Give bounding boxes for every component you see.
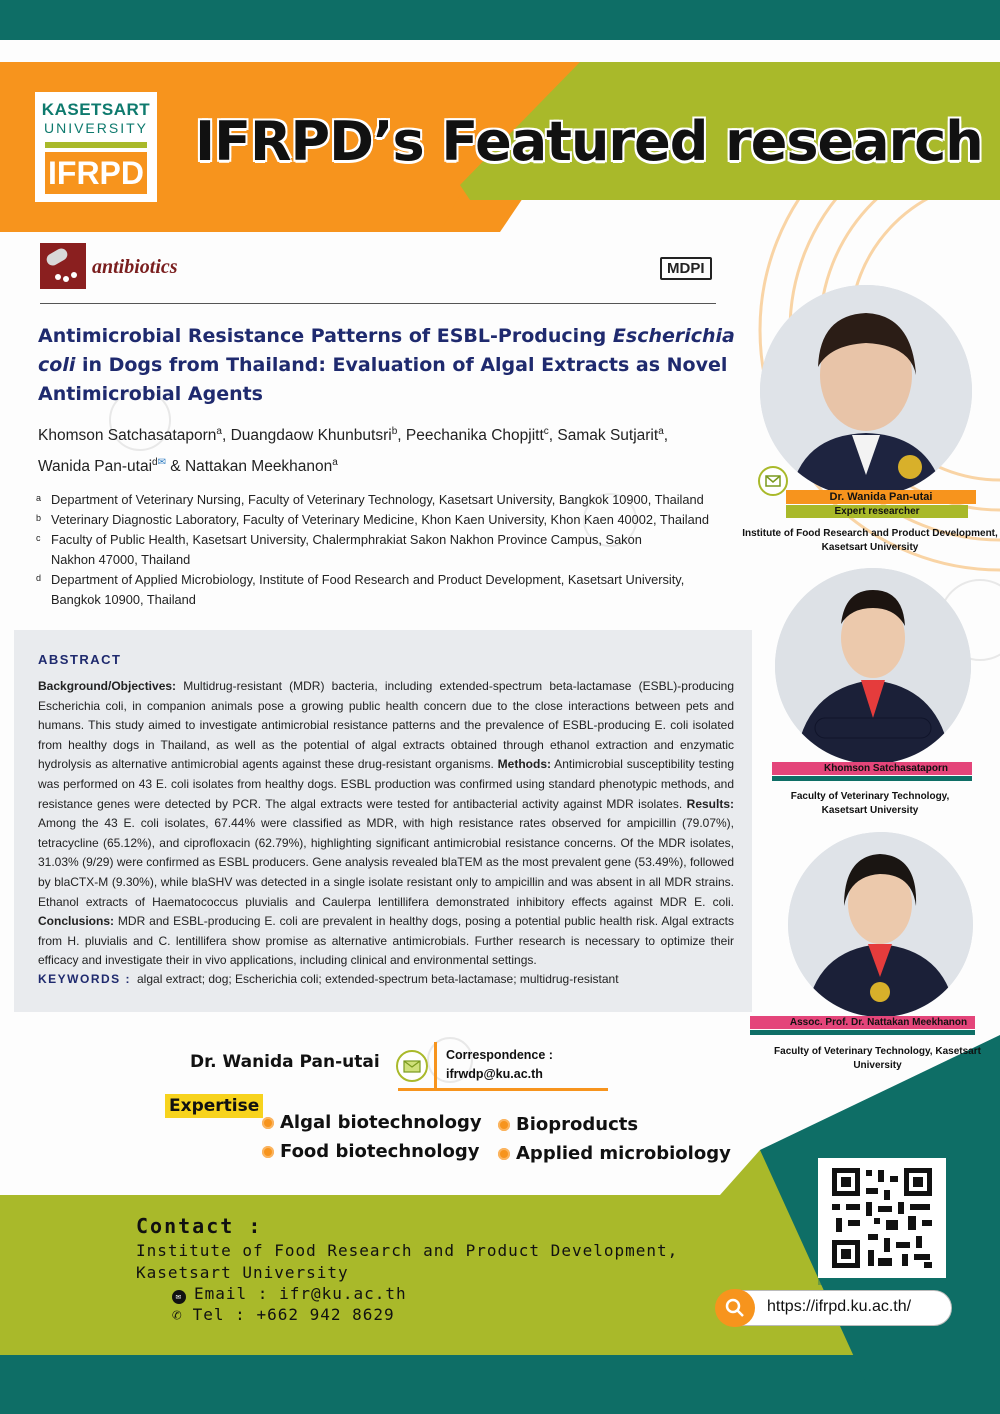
accent-bar <box>772 776 972 781</box>
methods-label: Methods: <box>497 757 551 772</box>
website-link[interactable] <box>718 1290 952 1326</box>
bullet-icon <box>262 1146 274 1158</box>
paper-title-part2: in Dogs from Thailand: Evaluation of Algal Extracts as Novel Antimicrobial Agents <box>38 354 728 405</box>
envelope-icon[interactable]: ✉ <box>157 457 166 469</box>
logo-university-text: UNIVERSITY <box>43 120 148 136</box>
expertise-item <box>498 1143 731 1164</box>
results-text: Among the 43 E. coli isolates, 67.44% were classified as MDR, with high resistance rates observed for ampicillin (79.07%), tetracycline (65.12%), and ciprofloxacin (62.79%), highlighting significant antimicrobial resistance concerns. Of the MDR isolates, 31.03% (9/29) were confirmed as ESBL producers. Gene analysis revealed blaTEM as the most prevalent gene (53.49%), followed by blaCTX-M (9.30%), while blaSHV was detected in a single isolate resistant only to ampicillin and was absent in all MDR strains. Ethanol extracts of Haematococcus pluvialis and Caulerpa lentillifera demonstrated inhibitory effects against MDR E. coli. <box>38 816 734 909</box>
affiliation-text: Veterinary Diagnostic Laboratory, Faculty of Veterinary Medicine, Khon Kaen University, Khon Kaen 40002, Thailand <box>51 512 709 527</box>
contact-label: Contact : <box>136 1214 263 1238</box>
expert-name: Dr. Wanida Pan-utai <box>190 1052 380 1072</box>
keywords-label: KEYWORDS : <box>38 972 131 986</box>
author-sep: , <box>663 427 669 445</box>
search-icon <box>715 1289 755 1327</box>
author: Samak Sutjarit <box>557 427 659 445</box>
affiliation-text: Faculty of Public Health, Kasetsart University, Chalermphrakiat Sakon Nakhon Province Campus, Sakon Nakhon 47000, Thailand <box>51 532 642 567</box>
contact-tel[interactable] <box>172 1305 395 1324</box>
author: Wanida Pan-utai <box>38 458 153 476</box>
methods-text: Antimicrobial susceptibility testing was performed on 43 E. coli isolates from healthy dogs. ESBL production was confirmed using standard phenotypic methods, and resistance genes were detected by PCR. The algal extracts were tested for antibacterial activity against MDR isolates. <box>38 757 734 811</box>
paper-title-italic: Escherichia coli <box>38 325 735 376</box>
conclusions-label: Conclusions: <box>38 914 115 929</box>
affiliation-sup: a <box>36 493 42 503</box>
mail-icon: ✉ <box>172 1290 186 1304</box>
keywords-line <box>38 972 619 986</box>
person-name: Khomson Satchasataporn <box>824 763 948 774</box>
keywords-text: algal extract; dog; Escherichia coli; extended-spectrum beta-lactamase; multidrug-resistant <box>137 972 619 986</box>
person-affiliation: Institute of Food Research and Product Development, Kasetsart University <box>742 528 998 553</box>
author-list <box>38 418 738 480</box>
background-text: Multidrug-resistant (MDR) bacteria, including extended-spectrum beta-lactamase (ESBL)-producing Escherichia coli, in companion animals pose a growing public health concern due to the close interactions between pets and humans. This study aimed to investigate antimicrobial resistance patterns and the prevalence of ESBL-producing E. coli isolated from healthy dogs in Thailand, as well as the potential of algal extracts obtained through ethanol extraction and enzymatic hydrolysis as alternative antimicrobial agents against these drug-resistant organisms. <box>38 679 734 772</box>
antibiotics-journal-icon <box>40 243 86 289</box>
author: Khomson Satchasataporn <box>38 427 217 445</box>
expertise-item <box>262 1112 482 1133</box>
expertise-text: Bioproducts <box>516 1114 639 1135</box>
person-name: Dr. Wanida Pan-utai <box>829 491 933 503</box>
contact-org-2: Kasetsart University <box>136 1263 349 1282</box>
affiliation-sup: d <box>36 573 42 583</box>
page-title: IFRPD’s Featured research <box>195 110 983 173</box>
contact-tel-text: Tel : +662 942 8629 <box>192 1305 395 1324</box>
affiliation-item <box>36 490 746 510</box>
affiliation-item <box>36 530 651 570</box>
expertise-text: Algal biotechnology <box>280 1112 482 1133</box>
paper-title-part1: Antimicrobial Resistance Patterns of ESBL-Producing <box>38 325 613 347</box>
author: Duangdaow Khunbutsri <box>230 427 392 445</box>
contact-email[interactable] <box>172 1284 407 1304</box>
affiliation-text: Department of Applied Microbiology, Institute of Food Research and Product Development, Kasetsart University, Bangkok 10900, Thailand <box>51 572 685 607</box>
person-name: Assoc. Prof. Dr. Nattakan Meekhanon <box>789 1017 968 1028</box>
author-sup: c <box>543 426 549 437</box>
bullet-icon <box>498 1119 510 1131</box>
abstract-body <box>38 677 734 971</box>
avatar-khomson <box>775 568 971 764</box>
author-sup: a <box>216 426 222 437</box>
person-role: Expert researcher <box>834 506 920 517</box>
results-label: Results: <box>686 796 734 811</box>
phone-icon: ✆ <box>172 1305 183 1324</box>
background-label: Background/Objectives: <box>38 679 177 693</box>
author-sup: a <box>658 426 664 437</box>
author-sep: , <box>397 427 406 445</box>
bullet-icon <box>262 1117 274 1129</box>
person-affiliation: Faculty of Veterinary Technology, Kasetsart University <box>774 1046 981 1071</box>
abstract-heading: ABSTRACT <box>38 652 122 667</box>
website-url: https://ifrpd.ku.ac.th/ <box>767 1298 912 1315</box>
author-sup: b <box>391 426 398 437</box>
affiliation-item <box>36 510 746 530</box>
ifrpd-logo <box>35 92 157 202</box>
correspondence-label: Correspondence : <box>446 1048 553 1062</box>
author-sep: , <box>221 427 231 445</box>
avatar-nattakan <box>788 832 973 1017</box>
expertise-label: Expertise <box>165 1094 263 1118</box>
author-sep: & <box>165 458 185 476</box>
author-sup: a <box>332 457 338 469</box>
expertise-text: Applied microbiology <box>516 1143 731 1164</box>
correspondence-email[interactable]: ifrwdp@ku.ac.th <box>446 1067 543 1081</box>
affiliation-sup: b <box>36 513 42 523</box>
contact-org: Institute of Food Research and Product Development, <box>136 1241 679 1260</box>
author-sep: , <box>548 427 558 445</box>
person-affiliation: Faculty of Veterinary Technology, Kasetsart University <box>790 791 950 816</box>
avatar-wanida <box>760 285 972 497</box>
expertise-item <box>262 1141 480 1162</box>
author-sup: d <box>152 457 158 469</box>
qr-code[interactable] <box>818 1158 946 1278</box>
bullet-icon <box>498 1148 510 1160</box>
portrait-photo <box>775 568 971 764</box>
logo-ifrpd-text: IFRPD <box>45 152 147 194</box>
logo-divider <box>45 142 147 148</box>
affiliation-item <box>36 570 731 610</box>
author: Nattakan Meekhanon <box>184 458 333 476</box>
expertise-item <box>498 1114 638 1135</box>
envelope-icon <box>396 1050 428 1082</box>
expertise-text: Food biotechnology <box>280 1141 480 1162</box>
email-icon <box>758 466 788 496</box>
accent-bar <box>750 1030 975 1035</box>
mdpi-logo: MDPI <box>660 257 712 280</box>
affiliation-sup: c <box>36 533 41 543</box>
affiliation-list <box>36 490 746 610</box>
portrait-photo <box>788 832 973 1017</box>
journal-name: antibiotics <box>92 256 178 278</box>
conclusions-text: MDR and ESBL-producing E. coli are prevalent in healthy dogs, posing a potential public health risk. Algal extracts from H. pluvialis and C. lentillifera show promise as alternative antimicrobials. Further research is necessary to optimize their efficacy and investigate their in vivo applications, including clinical and environmental settings. <box>38 914 734 968</box>
paper-title <box>38 322 748 409</box>
logo-kasetsart-text: KASETSART <box>41 100 151 119</box>
portrait-photo <box>760 285 972 497</box>
author: Peechanika Chopjitt <box>405 427 544 445</box>
contact-email-text: Email : ifr@ku.ac.th <box>194 1284 407 1303</box>
affiliation-text: Department of Veterinary Nursing, Faculty of Veterinary Technology, Kasetsart University, Bangkok 10900, Thailand <box>51 492 704 507</box>
header-divider <box>40 303 716 304</box>
